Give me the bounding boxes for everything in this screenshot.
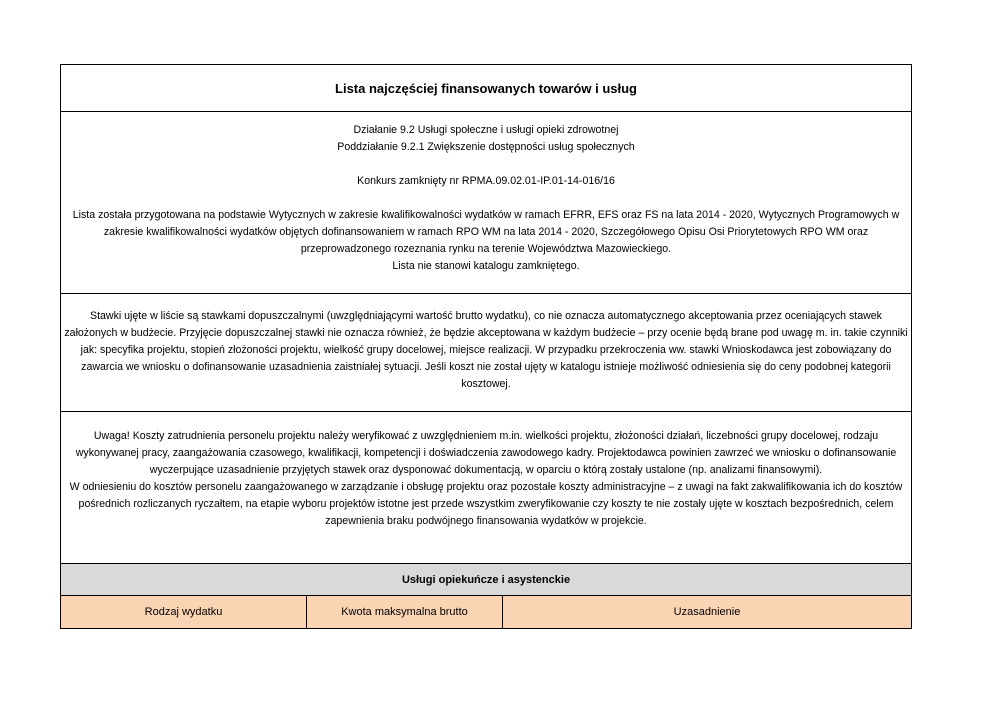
rates-section bbox=[61, 294, 911, 412]
warning-paragraph-1: Uwaga! Koszty zatrudnienia personelu projektu należy weryfikować z uwzględnieniem m.in. wielkości projektu, złożoności działań, liczebności grupy docelowej, rodzaju wykonywanej pracy, zaangażowania czasowego, kwalifikacji, kompetencji i doświadczenia zawodowego kadry. Projektodawca powinien zawrzeć we wniosku o dofinansowanie wyczerpujące uzasadnienie przyjętych stawek oraz dysponować dokumentacją, w oparciu o którą zostały ustalone (np. analizami finansowymi). bbox=[75, 430, 897, 476]
competition-line: Konkurs zamknięty nr RPMA.09.02.01-IP.01-14-016/16 bbox=[357, 175, 615, 187]
action-line: Działanie 9.2 Usługi społeczne i usługi opieki zdrowotnej bbox=[353, 124, 619, 136]
column-header-justification bbox=[503, 596, 911, 628]
subaction-line: Poddziałanie 9.2.1 Zwiększenie dostępności usług społecznych bbox=[337, 141, 635, 153]
document-title bbox=[61, 65, 911, 112]
not-closed-line: Lista nie stanowi katalogu zamkniętego. bbox=[392, 260, 580, 272]
category-label: Usługi opiekuńcze i asystenckie bbox=[401, 573, 571, 586]
document-sheet bbox=[60, 64, 912, 629]
column-header-label: Rodzaj wydatku bbox=[144, 606, 223, 618]
rates-paragraph: Stawki ujęte w liście są stawkami dopuszczalnymi (uwzględniającymi wartość brutto wydatku), co nie oznacza automatycznego akceptowania przez oceniających stawek założonych w budżecie. Przyjęcie dopuszczalnej stawki nie oznacza również, że będzie akceptowana w każdym budżecie – przy ocenie będą brane pod uwagę m. in. takie czynniki jak: specyfika projektu, stopień złożoności projektu, wielkość grupy docelowej, miejsce realizacji. W przypadku przekroczenia ww. stawki Wnioskodawca jest zobowiązany do zawarcia we wniosku o dofinansowanie uzasadnienia zaistniałej sytuacji. Jeśli koszt nie został ujęty w katalogu istnieje możliwość odniesienia się do ceny podobnej kategorii kosztowej. bbox=[64, 310, 908, 390]
intro-section bbox=[61, 112, 911, 294]
column-header-expense-type bbox=[61, 596, 307, 628]
basis-paragraph: Lista została przygotowana na podstawie Wytycznych w zakresie kwalifikowalności wydatków w ramach EFRR, EFS oraz FS na lata 2014 - 2020, Wytycznych Programowych w zakresie kwalifikowalności wydatków objętych dofinansowaniem w ramach RPO WM na lata 2014 - 2020, Szczegółowego Opisu Osi Priorytetowych RPO WM oraz przeprowadzonego rozeznania rynku na terenie Województwa Mazowieckiego. bbox=[72, 209, 900, 255]
column-header-label: Uzasadnienie bbox=[673, 606, 741, 618]
document-title-text: Lista najczęściej finansowanych towarów i usług bbox=[335, 80, 637, 96]
table-header-row bbox=[61, 596, 911, 628]
warning-paragraph-2: W odniesieniu do kosztów personelu zaangażowanego w zarządzanie i obsługę projektu oraz pozostałe koszty administracyjne – z uwagi na fakt zakwalifikowania ich do kosztów pośrednich rozliczanych ryczałtem, na etapie wyboru projektów istotne jest przede wszystkim zweryfikowanie czy koszty te nie zostały ujęte w kosztach bezpośrednich, celem zapewnienia braku podwójnego finansowania wydatków w projekcie. bbox=[69, 481, 903, 527]
column-header-label: Kwota maksymalna brutto bbox=[341, 606, 468, 618]
column-header-max-amount bbox=[307, 596, 503, 628]
spacer bbox=[61, 190, 911, 207]
category-header bbox=[61, 564, 911, 596]
spacer bbox=[61, 156, 911, 173]
warning-section bbox=[61, 412, 911, 564]
